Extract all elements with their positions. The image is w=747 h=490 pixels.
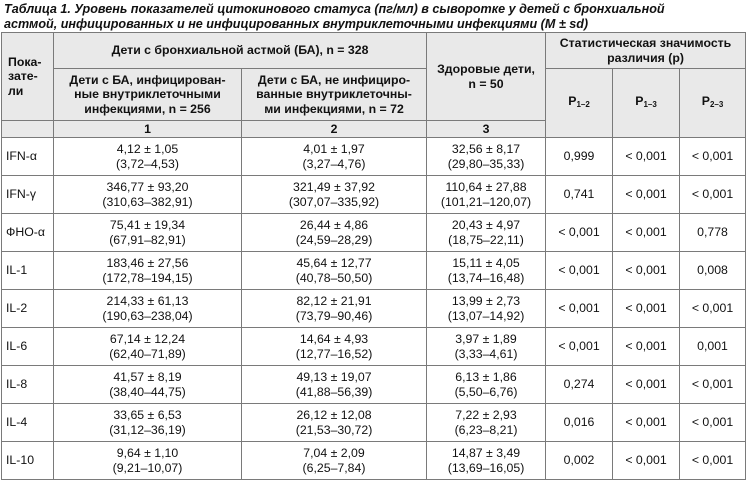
cell-text: 183,46 ± 27,56 bbox=[106, 255, 189, 270]
indicator-cell: IL-1 bbox=[2, 252, 54, 290]
header-col2-line: Дети с БА, не инфициро- bbox=[257, 72, 411, 87]
group3-value bbox=[427, 252, 546, 290]
p13-value: < 0,001 bbox=[613, 366, 680, 404]
cell-text: 14,87 ± 3,49 bbox=[451, 445, 521, 460]
table-header bbox=[2, 33, 746, 138]
header-col1-line: ные внутриклеточными bbox=[74, 87, 221, 102]
cell-text: (67,91–82,91) bbox=[109, 232, 186, 247]
header-healthy-line: n = 50 bbox=[468, 76, 504, 91]
header-col2 bbox=[242, 69, 427, 121]
header-p13: $P_{1-3}$ bbox=[613, 69, 680, 138]
cell-text: (307,07–335,92) bbox=[288, 194, 380, 209]
group3-value bbox=[427, 176, 546, 214]
header-healthy bbox=[427, 33, 546, 121]
p12-value: < 0,001 bbox=[546, 214, 613, 252]
indicator-cell: IFN-α bbox=[2, 138, 54, 176]
cell-text: 13,99 ± 2,73 bbox=[451, 293, 521, 308]
group1-value bbox=[54, 176, 242, 214]
cell-text: (18,75–22,11) bbox=[448, 232, 524, 247]
cell-text: 7,22 ± 2,93 bbox=[455, 407, 517, 422]
header-num-empty bbox=[2, 121, 54, 138]
header-col2-line: ванные внутриклеточны- bbox=[256, 87, 412, 102]
cell-text: 26,12 ± 12,08 bbox=[296, 407, 372, 422]
cell-text: 4,12 ± 1,05 bbox=[116, 141, 179, 156]
header-indicator-line: Пока- bbox=[8, 54, 42, 69]
group1-value bbox=[54, 214, 242, 252]
cell-text: (190,63–238,04) bbox=[102, 308, 193, 323]
header-stat-line: Статистическая значимость bbox=[559, 36, 732, 50]
p13-value: < 0,001 bbox=[613, 138, 680, 176]
table-body bbox=[2, 138, 746, 480]
cell-text: 41,57 ± 8,19 bbox=[113, 369, 182, 384]
cell-text: (24,59–28,29) bbox=[295, 232, 373, 247]
cell-text: (29,80–35,33) bbox=[447, 156, 525, 171]
p13-value: < 0,001 bbox=[613, 214, 680, 252]
p23-value: < 0,001 bbox=[680, 290, 746, 328]
group3-value bbox=[427, 290, 546, 328]
group1-value bbox=[54, 404, 242, 442]
cell-text: 110,64 ± 27,88 bbox=[445, 179, 527, 194]
group2-value bbox=[242, 214, 427, 252]
group3-value bbox=[427, 214, 546, 252]
cell-text: (13,07–14,92) bbox=[447, 308, 525, 323]
table-row bbox=[2, 366, 746, 404]
cell-text: 82,12 ± 21,91 bbox=[296, 293, 372, 308]
header-num-1: 1 bbox=[54, 121, 242, 138]
p23-value: < 0,001 bbox=[680, 366, 746, 404]
group2-value bbox=[242, 252, 427, 290]
table-row bbox=[2, 138, 746, 176]
cell-text: 14,64 ± 4,93 bbox=[299, 331, 369, 346]
group1-value bbox=[54, 366, 242, 404]
header-col2-line: ми инфекциями, n = 72 bbox=[264, 101, 404, 116]
header-indicator-line: ли bbox=[8, 83, 24, 98]
indicator-cell: IL-4 bbox=[2, 404, 54, 442]
cell-text: (12,77–16,52) bbox=[295, 346, 373, 361]
table-row bbox=[2, 176, 746, 214]
cell-text: 45,64 ± 12,77 bbox=[296, 255, 372, 270]
indicator-cell: ФНО-α bbox=[2, 214, 54, 252]
p23-value: 0,008 bbox=[680, 252, 746, 290]
group2-value bbox=[242, 290, 427, 328]
p23-value: < 0,001 bbox=[680, 138, 746, 176]
table-row bbox=[2, 404, 746, 442]
cell-text: (3,72–4,53) bbox=[116, 156, 179, 171]
header-num-3: 3 bbox=[427, 121, 546, 138]
p12-value: 0,741 bbox=[546, 176, 613, 214]
p12-value: 0,002 bbox=[546, 442, 613, 480]
header-indicator-line: зате- bbox=[8, 69, 38, 84]
indicator-cell: IL-10 bbox=[2, 442, 54, 480]
header-num-2: 2 bbox=[242, 121, 427, 138]
group3-value bbox=[427, 442, 546, 480]
p23-value: 0,778 bbox=[680, 214, 746, 252]
cell-text: (73,79–90,46) bbox=[295, 308, 373, 323]
cell-text: 4,01 ± 1,97 bbox=[303, 141, 365, 156]
cell-text: (172,78–194,15) bbox=[102, 270, 193, 285]
p12-value: < 0,001 bbox=[546, 328, 613, 366]
cell-text: 9,64 ± 1,10 bbox=[116, 445, 179, 460]
group3-value bbox=[427, 328, 546, 366]
cell-text: (101,21–120,07) bbox=[440, 194, 532, 209]
cell-text: 75,41 ± 19,34 bbox=[109, 217, 186, 232]
table-row bbox=[2, 252, 746, 290]
group1-value bbox=[54, 442, 242, 480]
header-healthy-line: Здоровые дети, bbox=[437, 62, 535, 76]
cell-text: (9,21–10,07) bbox=[112, 460, 183, 475]
cell-text: (40,78–50,50) bbox=[295, 270, 373, 285]
group2-value bbox=[242, 366, 427, 404]
indicator-cell: IL-2 bbox=[2, 290, 54, 328]
table-row bbox=[2, 290, 746, 328]
table-caption bbox=[0, 0, 747, 32]
p13-value: < 0,001 bbox=[613, 176, 680, 214]
p12-value: 0,274 bbox=[546, 366, 613, 404]
group1-value bbox=[54, 290, 242, 328]
p23-value: < 0,001 bbox=[680, 176, 746, 214]
cell-text: 15,11 ± 4,05 bbox=[452, 255, 520, 270]
cell-text: 33,65 ± 6,53 bbox=[113, 407, 182, 422]
header-indicator bbox=[2, 33, 54, 121]
table-row bbox=[2, 442, 746, 480]
cytokine-table bbox=[1, 32, 746, 480]
header-p23: $P_{2-3}$ bbox=[680, 69, 746, 138]
cell-text: 321,49 ± 37,92 bbox=[293, 179, 375, 194]
cell-text: 6,13 ± 1,86 bbox=[455, 369, 517, 384]
cell-text: (21,53–30,72) bbox=[295, 422, 373, 437]
cell-text: (13,69–16,05) bbox=[447, 460, 525, 475]
cell-text: (6,25–7,84) bbox=[302, 460, 366, 475]
group3-value bbox=[427, 404, 546, 442]
cell-text: 7,04 ± 2,09 bbox=[303, 445, 365, 460]
cell-text: (5,50–6,76) bbox=[454, 384, 518, 399]
p12-value: 0,999 bbox=[546, 138, 613, 176]
cell-text: 20,43 ± 4,97 bbox=[451, 217, 521, 232]
group2-value bbox=[242, 138, 427, 176]
group3-value bbox=[427, 138, 546, 176]
group2-value bbox=[242, 404, 427, 442]
cell-text: 26,44 ± 4,86 bbox=[299, 217, 369, 232]
group1-value bbox=[54, 328, 242, 366]
header-col1 bbox=[54, 69, 242, 121]
group1-value bbox=[54, 138, 242, 176]
p13-value: < 0,001 bbox=[613, 290, 680, 328]
p13-value: < 0,001 bbox=[613, 328, 680, 366]
p13-value: < 0,001 bbox=[613, 442, 680, 480]
table-row bbox=[2, 328, 746, 366]
cell-text: (31,12–36,19) bbox=[109, 422, 186, 437]
group2-value bbox=[242, 442, 427, 480]
caption-line-1: Таблица 1. Уровень показателей цитокинового статуса (пг/мл) в сыворотке у детей с бронхиальной bbox=[4, 2, 665, 16]
indicator-cell: IFN-γ bbox=[2, 176, 54, 214]
cell-text: (6,23–8,21) bbox=[454, 422, 518, 437]
cell-text: 3,97 ± 1,89 bbox=[455, 331, 517, 346]
cell-text: 67,14 ± 12,24 bbox=[109, 331, 186, 346]
p13-value: < 0,001 bbox=[613, 252, 680, 290]
p23-value: < 0,001 bbox=[680, 404, 746, 442]
indicator-cell: IL-6 bbox=[2, 328, 54, 366]
table-row bbox=[2, 214, 746, 252]
p13-value: < 0,001 bbox=[613, 404, 680, 442]
caption-line-2: астмой, инфицированных и не инфицированных внутриклеточными инфекциями (M ± sd) bbox=[4, 17, 589, 31]
group2-value bbox=[242, 176, 427, 214]
header-col1-line: Дети с БА, инфицирован- bbox=[69, 72, 226, 87]
cell-text: (3,33–4,61) bbox=[454, 346, 518, 361]
cell-text: (41,88–56,39) bbox=[295, 384, 373, 399]
p12-value: < 0,001 bbox=[546, 252, 613, 290]
group3-value bbox=[427, 366, 546, 404]
header-ba-group: Дети с бронхиальной астмой (БА), n = 328 bbox=[54, 33, 427, 69]
header-col1-line: инфекциями, n = 256 bbox=[84, 101, 211, 116]
indicator-cell: IL-8 bbox=[2, 366, 54, 404]
p23-value: < 0,001 bbox=[680, 442, 746, 480]
cell-text: (62,40–71,89) bbox=[109, 346, 186, 361]
group2-value bbox=[242, 328, 427, 366]
header-p12: $P_{1-2}$ bbox=[546, 69, 613, 138]
cell-text: (310,63–382,91) bbox=[102, 194, 193, 209]
header-stat-line: различия (p) bbox=[607, 50, 684, 65]
p12-value: < 0,001 bbox=[546, 290, 613, 328]
cell-text: 49,13 ± 19,07 bbox=[296, 369, 372, 384]
cell-text: 346,77 ± 93,20 bbox=[106, 179, 189, 194]
cell-text: (38,40–44,75) bbox=[109, 384, 186, 399]
cell-text: (13,74–16,48) bbox=[447, 270, 525, 285]
p23-value: 0,001 bbox=[680, 328, 746, 366]
group1-value bbox=[54, 252, 242, 290]
p12-value: 0,016 bbox=[546, 404, 613, 442]
cell-text: 214,33 ± 61,13 bbox=[106, 293, 189, 308]
cell-text: (3,27–4,76) bbox=[302, 156, 366, 171]
header-stat-significance bbox=[546, 33, 746, 69]
cell-text: 32,56 ± 8,17 bbox=[451, 141, 521, 156]
